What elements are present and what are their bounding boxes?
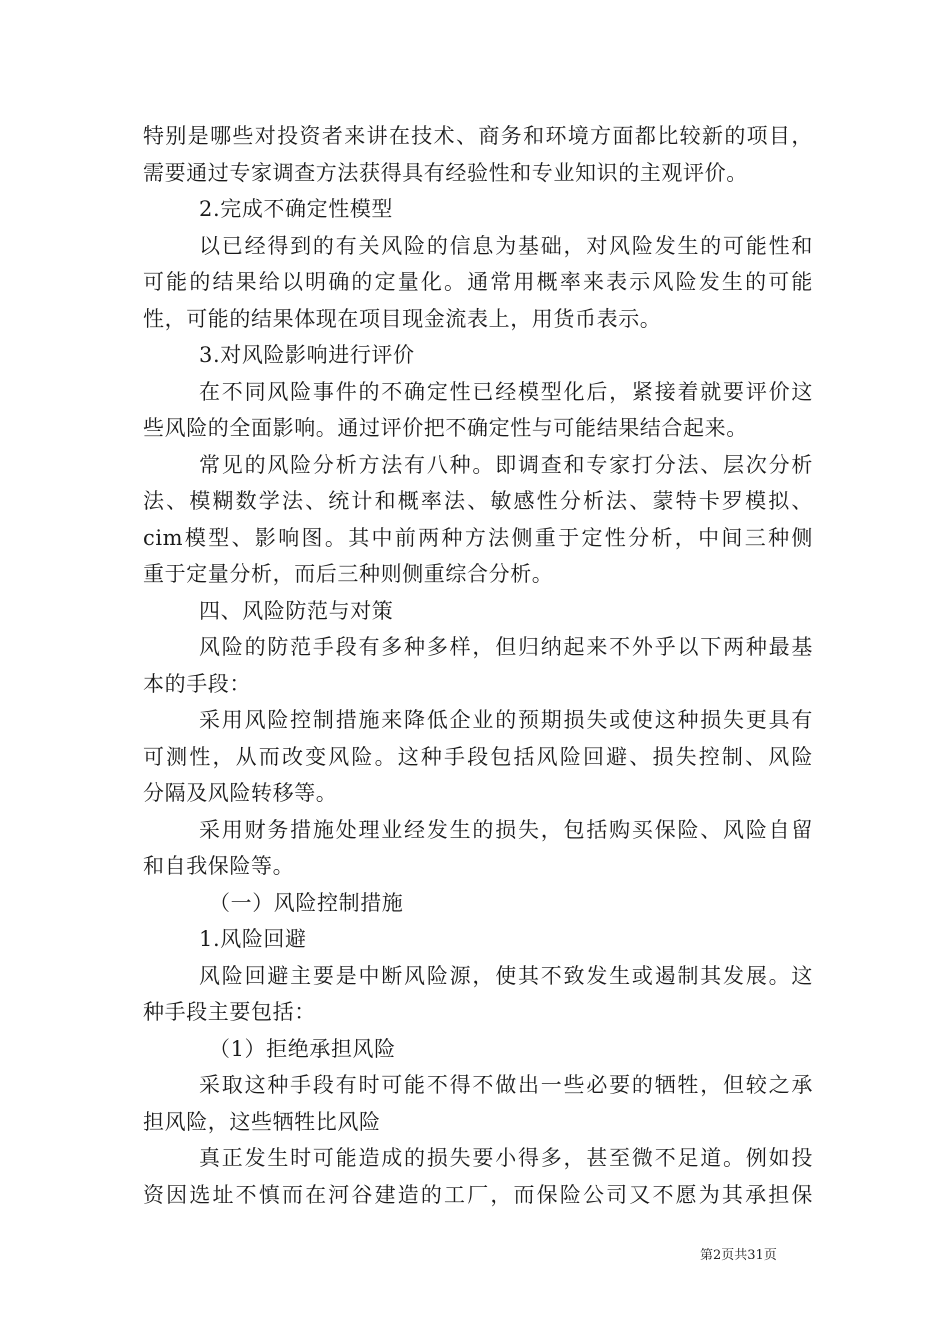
body-line-3: 2.完成不确定性模型 <box>199 197 394 221</box>
body-line-1: 特别是哪些对投资者来讲在技术、商务和环境方面都比较新的项目， <box>143 124 813 148</box>
body-line-8: 在不同风险事件的不确定性已经模型化后，紧接着就要评价这 <box>199 379 813 404</box>
body-line-2: 需要通过专家调查方法获得具有经验性和专业知识的主观评价。 <box>143 160 748 185</box>
body-line-16: 本的手段： <box>143 671 251 696</box>
body-line-6: 性，可能的结果体现在项目现金流表上，用货币表示。 <box>143 306 662 331</box>
body-line-5: 可能的结果给以明确的定量化。通常用概率来表示风险发生的可能 <box>143 270 813 294</box>
body-line-22: （一）风险控制措施 <box>209 890 404 915</box>
body-line-21: 和自我保险等。 <box>143 854 295 878</box>
body-line-19: 分隔及风险转移等。 <box>143 781 338 805</box>
body-line-30: 资因选址不慎而在河谷建造的工厂，而保险公司又不愿为其承担保 <box>143 1182 813 1207</box>
body-line-9: 些风险的全面影响。通过评价把不确定性与可能结果结合起来。 <box>143 416 748 440</box>
body-line-28: 担风险，这些牺牲比风险 <box>143 1109 381 1134</box>
body-line-23: 1.风险回避 <box>199 927 307 951</box>
document-body <box>143 118 813 1213</box>
body-line-7: 3.对风险影响进行评价 <box>199 343 415 367</box>
body-line-17: 采用风险控制措施来降低企业的预期损失或使这种损失更具有 <box>199 708 813 732</box>
body-line-15: 风险的防范手段有多种多样，但归纳起来不外乎以下两种最基 <box>199 635 813 659</box>
body-line-24: 风险回避主要是中断风险源，使其不致发生或遏制其发展。这 <box>199 963 813 988</box>
body-line-10: 常见的风险分析方法有八种。即调查和专家打分法、层次分析 <box>199 452 813 477</box>
body-line-11: 法、模糊数学法、统计和概率法、敏感性分析法、蒙特卡罗模拟、 <box>143 489 813 513</box>
body-line-26: （1）拒绝承担风险 <box>209 1036 396 1061</box>
body-line-14: 四、风险防范与对策 <box>199 598 394 623</box>
body-line-12: cim模型、影响图。其中前两种方法侧重于定性分析，中间三种侧 <box>143 525 813 550</box>
body-line-13: 重于定量分析，而后三种则侧重综合分析。 <box>143 562 554 586</box>
body-line-4: 以已经得到的有关风险的信息为基础，对风险发生的可能性和 <box>199 233 813 258</box>
body-line-18: 可测性，从而改变风险。这种手段包括风险回避、损失控制、风险 <box>143 744 813 769</box>
body-line-20: 采用财务措施处理业经发生的损失，包括购买保险、风险自留 <box>199 817 813 842</box>
page-number-footer: 第2页共31页 <box>700 1248 777 1263</box>
body-line-29: 真正发生时可能造成的损失要小得多，甚至微不足道。例如投 <box>199 1146 813 1170</box>
body-line-27: 采取这种手段有时可能不得不做出一些必要的牺牲，但较之承 <box>199 1073 813 1097</box>
body-line-25: 种手段主要包括： <box>143 1000 316 1024</box>
